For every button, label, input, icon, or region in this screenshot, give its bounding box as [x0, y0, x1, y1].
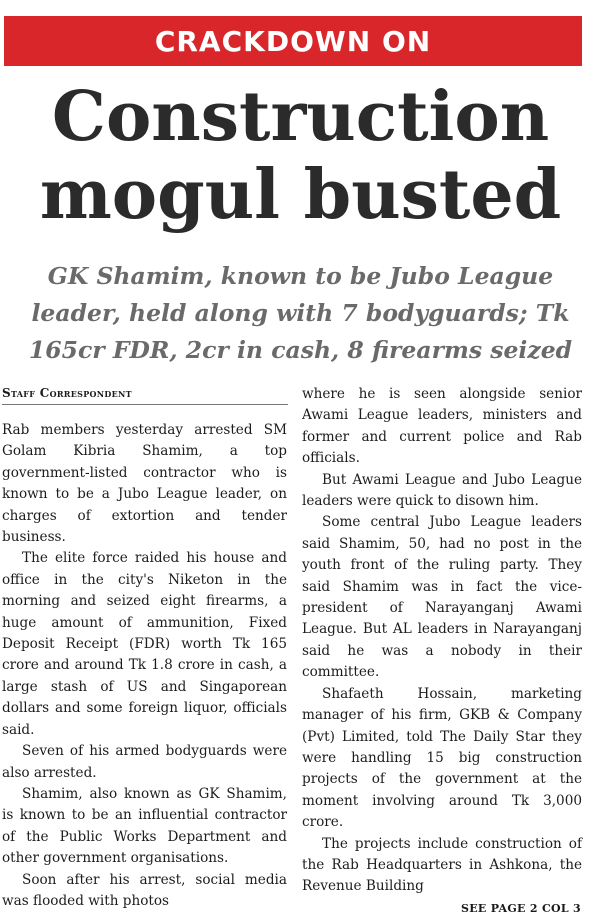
article-column-1: [2, 420, 287, 909]
paragraph: But Awami League and Jubo League leaders were quick to disown him.: [302, 471, 582, 510]
paragraph: The projects include construction of the Rab Headquarters in Ashkona, the Revenue Building: [302, 835, 582, 895]
paragraph: Seven of his armed bodyguards were also arrested.: [2, 743, 287, 781]
paragraph: Soon after his arrest, social media was flooded with photos: [2, 871, 287, 909]
headline: [0, 78, 601, 234]
kicker-text: CRACKDOWN ON: [154, 24, 432, 58]
headline-line-1: Construction: [51, 77, 550, 157]
headline-line-2: mogul busted: [39, 155, 562, 235]
jump-line[interactable]: SEE PAGE 2 COL 3: [461, 902, 581, 915]
paragraph: where he is seen alongside senior Awami League leaders, ministers and former and current police and Rab officials.: [302, 386, 582, 467]
paragraph: Shafaeth Hossain, marketing manager of his firm, GKB & Company (Pvt) Limited, told The Daily Star they were handling 15 big construction projects of the government at the moment involving around Tk 3,000 crore.: [302, 685, 582, 831]
paragraph: Some central Jubo League leaders said Shamim, 50, had no post in the youth front of the ruling party. They said Shamim was in fact the vice-president of Narayanganj Awami League. But AL leaders in Narayanganj said he was a nobody in their committee.: [302, 514, 582, 681]
section-kicker-banner: [4, 16, 582, 66]
article-column-2: [302, 384, 582, 894]
byline: Staff Correspondent: [2, 386, 288, 405]
paragraph: Shamim, also known as GK Shamim, is known to be an influential contractor of the Public Works Department and other government organisations.: [2, 785, 287, 867]
paragraph: The elite force raided his house and office in the city's Niketon in the morning and seized eight firearms, a huge amount of ammunition, Fixed Deposit Receipt (FDR) worth Tk 165 crore and around Tk 1.8 crore in cash, a large stash of US and Singaporean dollars and some foreign liquor, officials said.: [2, 550, 287, 738]
deck-subheadline: GK Shamim, known to be Jubo League leader, held along with 7 bodyguards; Tk 165cr FDR, 2cr in cash, 8 firearms seized: [28, 262, 573, 364]
paragraph: Rab members yesterday arrested SM Golam Kibria Shamim, a top government-listed contractor who is known to be a Jubo League leader, on charges of extortion and tender business.: [2, 422, 287, 546]
